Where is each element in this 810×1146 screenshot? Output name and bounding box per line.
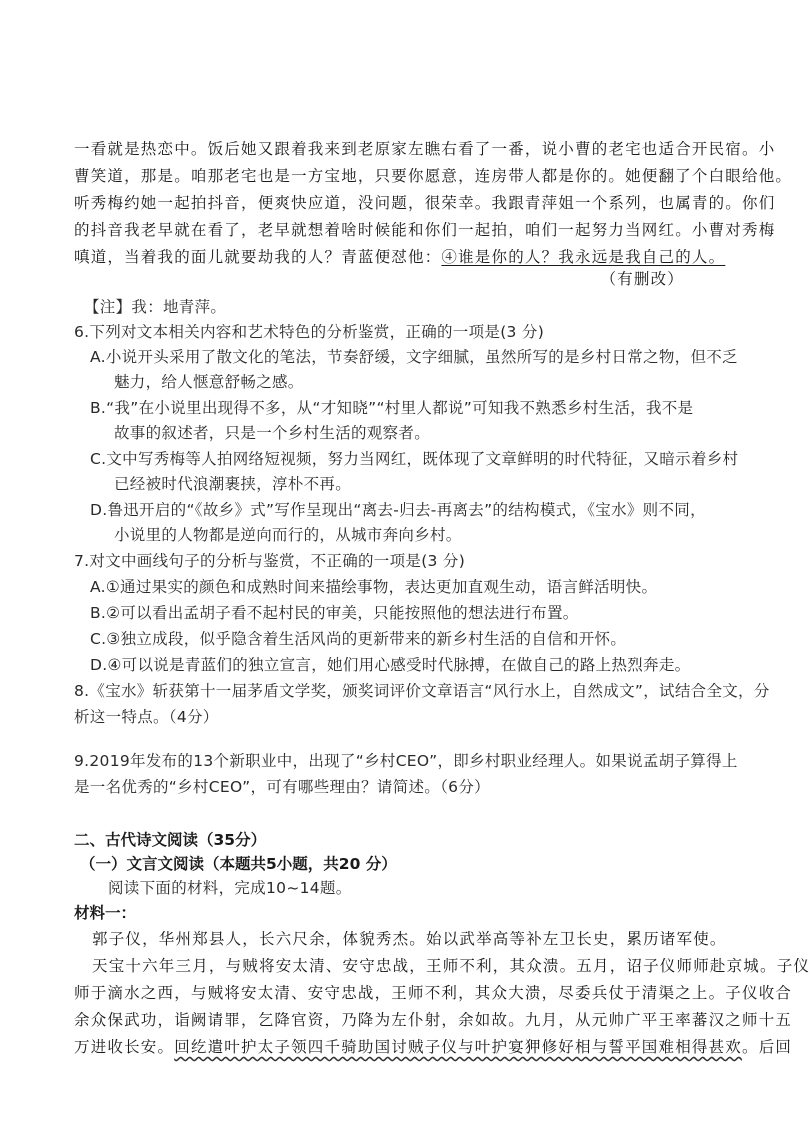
q6-option-c: C.文中写秀梅等人拍网络短视频，努力当网红，既体现了文章鲜明的时代特征，又暗示着乡村 [90,450,739,468]
question-8: 8.《宝水》斩获第十一届茅盾文学奖，颁奖词评价文章语言“风行水上，自然成文”，试结合全文，分 [74,682,770,700]
passage-line: 的抖音我老早就在看了，老早就想着啥时候能和你们一起拍，咱们一起努力当网红。小曹对秀梅 [74,221,776,239]
classical-line [74,1036,793,1058]
classical-text: 万进收长安。 [74,1038,175,1056]
source-note: （有删改） [600,270,684,288]
q7-option-c: C.③独立成段，似乎隐含着生活风尚的更新带来的新乡村生活的自信和开怀。 [90,630,627,648]
classical-line: 师于滴水之西，与贼将安太清、安守忠战，王师不利，其众大溃，尽委兵仗于清渠之上。子仪收合 [74,984,793,1002]
reading-instruction: 阅读下面的材料，完成10~14题。 [108,879,352,897]
question-9-cont: 是一名优秀的“乡村CEO”，可有哪些理由？请简述。（6分） [74,778,490,796]
passage-text: 嗔道，当着我的面儿就要劫我的人？青蓝便怼他： [74,248,442,266]
wavy-underlined-sentence: 回纥遣叶护太子领四千骑助国讨贼子仪与叶护宴狎修好相与誓平国难相得甚欢 [174,1038,743,1056]
passage-line: 听秀梅约她一起拍抖音，便爽快应道，没问题，很荣幸。我跟青萍姐一个系列，也属青的。你们 [74,194,776,212]
question-7-stem: 7.对文中画线句子的分析与鉴赏，不正确的一项是(3 分) [74,552,466,570]
question-8-cont: 析这一特点。（4分） [74,708,219,726]
section-heading: 二、古代诗文阅读（35分） [74,831,267,849]
question-9: 9.2019年发布的13个新职业中，出现了“乡村CEO”，即乡村职业经理人。如果说孟胡子算得上 [74,752,738,770]
q6-option-b: B.“我”在小说里出现得不多，从“才知晓”“村里人都说”可知我不熟悉乡村生活，我不是 [90,399,694,417]
question-6-stem: 6.下列对文本相关内容和艺术特色的分析鉴赏，正确的一项是(3 分) [74,323,545,341]
classical-line: 郭子仪，华州郑县人，长六尺余，体貌秀杰。始以武举高等补左卫长史，累历诸军使。 [92,930,727,948]
subsection-heading: （一）文言文阅读（本题共5小题，共20 分） [80,855,397,873]
classical-line: 天宝十六年三月，与贼将安太清、安守忠战，王师不利，其众溃。五月，诏子仪师师赴京城。子仪 [92,957,810,975]
material-label: 材料一： [74,904,137,922]
q7-option-d: D.④可以说是青蓝们的独立宣言，她们用心感受时代脉搏，在做自己的路上热烈奔走。 [90,656,691,674]
q6-option-c-cont: 已经被时代浪潮裹挟，淳朴不再。 [114,475,352,493]
q6-option-a-cont: 魅力，给人惬意舒畅之感。 [114,373,304,391]
q6-option-d: D.鲁迅开启的“《故乡》式”写作呈现出“离去-归去-再离去”的结构模式，《宝水》则不同， [90,501,706,519]
classical-line: 余众保武功，诣阙请罪，乞降官资，乃降为左仆射，余如故。九月，从元帅广平王率蕃汉之师十五 [74,1011,793,1029]
q6-option-d-cont: 小说里的人物都是逆向而行的，从城市奔向乡村。 [114,526,462,544]
footnote: 【注】我：地青萍。 [84,298,227,316]
classical-text: 。后回 [742,1038,793,1056]
passage-line [74,246,736,268]
q7-option-a: A.①通过果实的颜色和成熟时间来描绘事物，表达更加直观生动，语言鲜活明快。 [90,578,658,596]
passage-line: 曹笑道，那是。咱那老宅也是一方宝地，只要你愿意，连房带人都是你的。她便翻了个白眼给他。 [74,167,793,185]
underlined-sentence-4: ④谁是你的人？我永远是我自己的人。 [441,248,726,266]
q7-option-b: B.②可以看出孟胡子看不起村民的审美，只能按照他的想法进行布置。 [90,604,579,622]
q6-option-b-cont: 故事的叙述者，只是一个乡村生活的观察者。 [114,424,431,442]
passage-line: 一看就是热恋中。饭后她又跟着我来到老原家左瞧右看了一番，说小曹的老宅也适合开民宿。小 [74,140,776,158]
q6-option-a: A.小说开头采用了散文化的笔法，节奏舒缓，文字细腻，虽然所写的是乡村日常之物，但不乏 [90,348,738,366]
